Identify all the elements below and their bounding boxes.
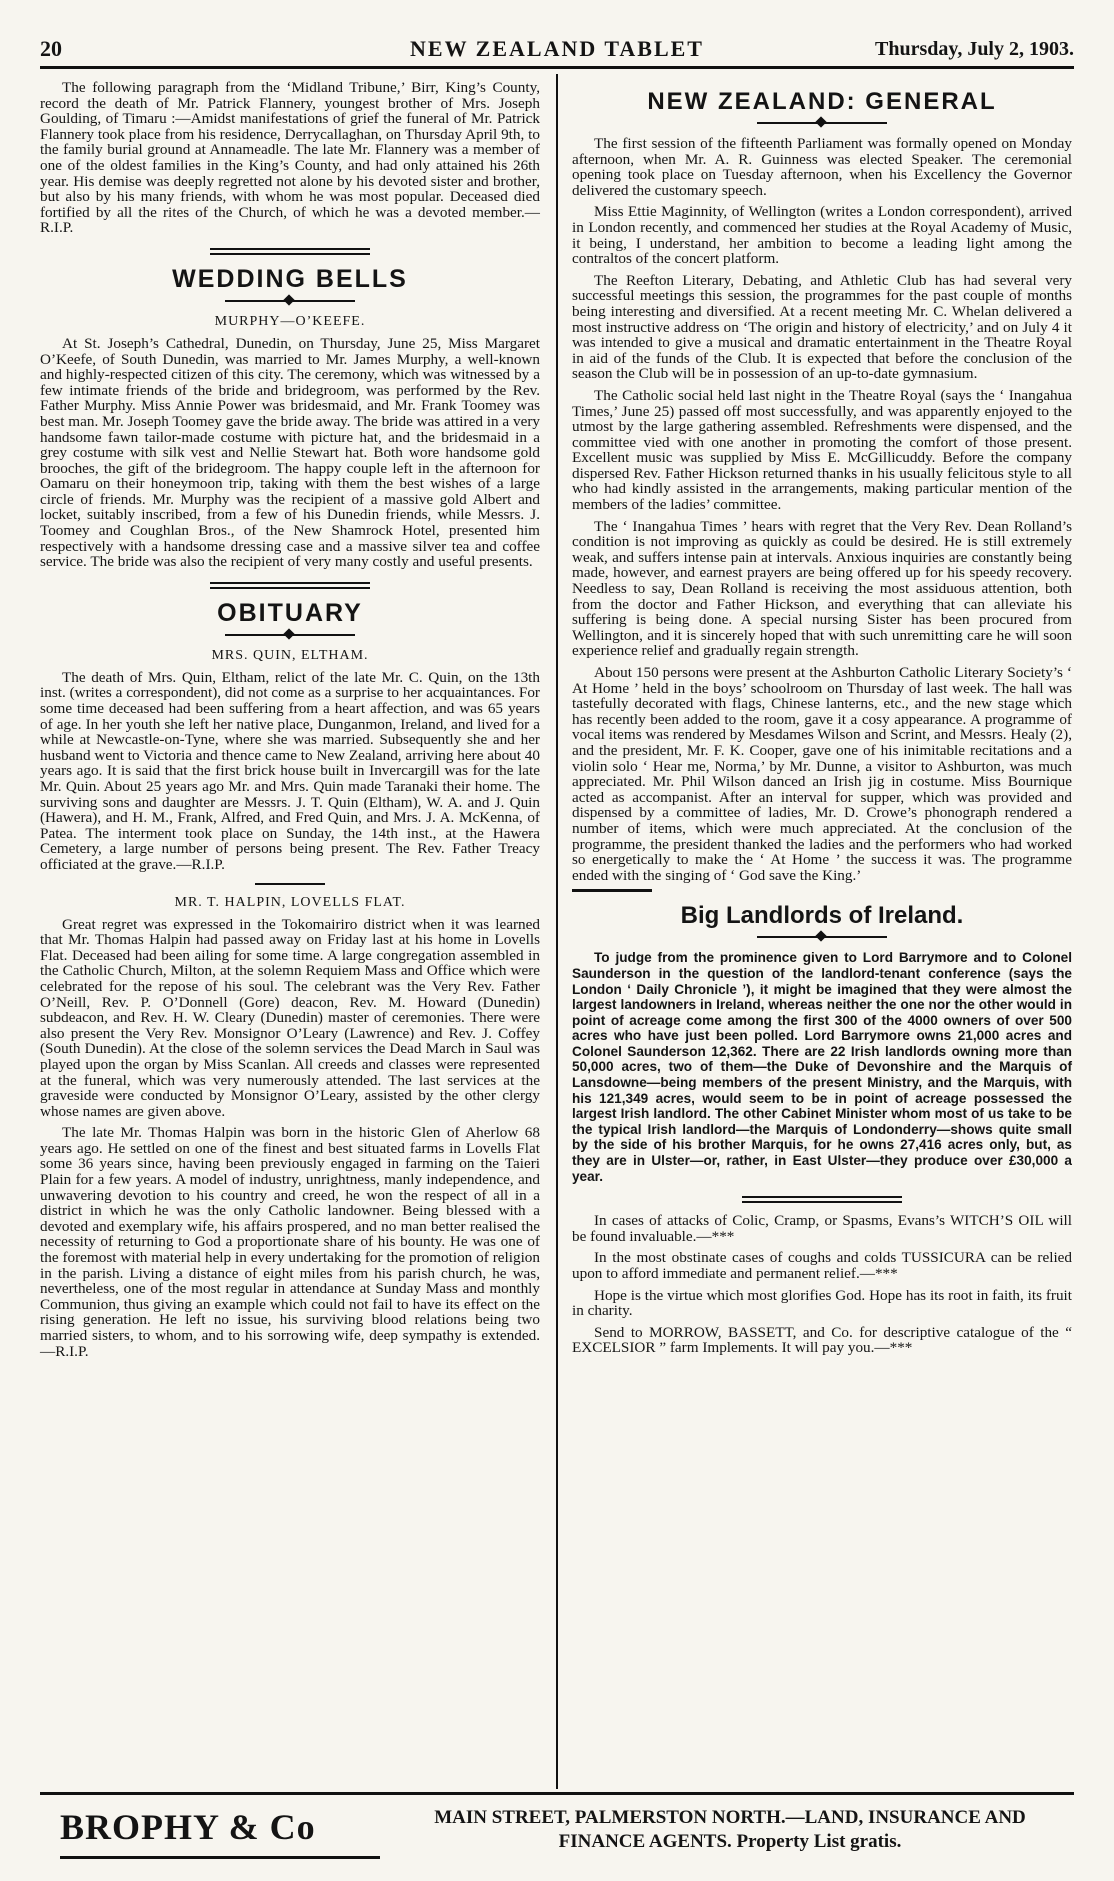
section-divider xyxy=(210,582,370,589)
general-heading: NEW ZEALAND: GENERAL xyxy=(647,88,997,115)
notice-item: In the most obstinate cases of coughs and colds TUSSICURA can be relied upon to afford immediate and permanent relief.—*** xyxy=(572,1249,1072,1282)
section-end-rule xyxy=(572,889,652,892)
general-paragraph: The first session of the fifteenth Parliament was formally opened on Monday afternoon, when Mr. A. R. Guinness was elected Speaker. The ceremonial opening took place on Tuesday afternoon, when his Excellency the Governor delivered the customary speech. xyxy=(572,135,1072,199)
footer-advertisement xyxy=(40,1800,1074,1864)
quin-article: The death of Mrs. Quin, Eltham, relict of the late Mr. C. Quin, on the 13th inst. (writes a correspondent), did not come as a surprise to her acquaintances. For some time deceased had been suffering from a heart affection, and was 65 years of age. In her youth she left her native place, Dunganmon, Ireland, and lived for a while at Newcastle-on-Tyne, where she was married. Subsequently she and her husband went to Victoria and thence came to New Zealand, arriving here about 40 years ago. It is said that the first brick house built in Invercargill was for the late Mr. Quin. About 25 years ago Mr. and Mrs. Quin made Taranaki their home. The surviving sons and daughter are Messrs. J. T. Quin (Eltham), W. A. and J. Quin (Hawera), and H. M., Frank, Alfred, and Fred Quin, and Mrs. J. A. McKenna, of Patea. The interment took place on Sunday, the 14th inst., at the Hawera Cemetery, a large number of persons being present. The Rev. Father Treacy officiated at the grave.—R.I.P. xyxy=(40,668,540,873)
halpin-subheading: MR. T. HALPIN, LOVELLS FLAT. xyxy=(174,894,406,910)
notice-item: In cases of attacks of Colic, Cramp, or Spasms, Evans’s WITCH’S OIL will be found invaluable.—*** xyxy=(572,1212,1072,1245)
wedding-article: At St. Joseph’s Cathedral, Dunedin, on Thursday, June 25, Miss Margaret O’Keefe, of South Dunedin, was married to Mr. James Murphy, a well-known and highly-respected citizen of this city. The ceremony, which was witnessed by a few intimate friends of the bride and bridegroom, was performed by the Rev. Father Murphy. Miss Annie Power was bridesmaid, and Mr. Frank Toomey was best man. Mr. Joseph Toomey gave the bride away. The bride was attired in a very handsome fawn tailor-made costume with picture hat, and the bridesmaid in a grey costume with silk vest and Nellie Stewart hat. Both wore handsome gold brooches, the gift of the bridegroom. The happy couple left in the afternoon for Oamaru on their honeymoon trip, taking with them the best wishes of a large circle of friends. Mr. Murphy was the recipient of a massive gold Albert and locket, suitably inscribed, from a few of his Dunedin friends, while Messrs. J. Toomey and Coughlan Bros., of the New Shamrock Hotel, presented him respectively with a handsome dressing case and a massive silver tea and coffee service. The bride was also the recipient of very many costly and useful presents. xyxy=(40,334,540,571)
general-paragraph: The Reefton Literary, Debating, and Athletic Club has had several very successful meetings this session, the programmes for the past couple of months being interesting and diversified. At a recent meeting Mr. C. Whelan delivered a most instructive address on ‘The origin and history of electricity,’ and on July 4 it was intended to give a musical and dramatic entertainment in the Theatre Royal in aid of the funds of the Club. It is expected that before the conclusion of the season the Club will be in possession of an up-to-date gymnasium. xyxy=(572,271,1072,383)
general-paragraph: The ‘ Inangahua Times ’ hears with regret that the Very Rev. Dean Rolland’s condition is not improving as quickly as could be desired. He is still extremely weak, and suffers intense pain at intervals. Anxious inquiries are constantly being made, however, and earnest prayers are being offered up for his speedy recovery. Needless to say, Dean Rolland is receiving the most assiduous attention, both from the doctor and Father Hickson, and everything that can alleviate his suffering is being done. A special nursing Sister has been procured from Wellington, and it is sincerely hoped that with such unremitting care he will soon experience relief and gradually regain strength. xyxy=(572,517,1072,660)
notice-item: Hope is the virtue which most glorifies God. Hope has its root in faith, its fruit in charity. xyxy=(572,1286,1072,1320)
advert-line-2: FINANCE AGENTS. Property List gratis. xyxy=(558,1831,902,1852)
halpin-paragraph-1: Great regret was expressed in the Tokomairiro district when it was learned that Mr. Thomas Halpin had passed away on Friday last at his home in Lovells Flat. Deceased had been ailing for some time. A large congregation assembled in the Catholic Church, Milton, at the solemn Requiem Mass and Office which were celebrated for the repose of his soul. The celebrant was the Very Rev. Father O’Neill, Rev. P. O’Donnell (Gore) deacon, Rev. M. Howard (Dunedin) subdeacon, and Rev. H. W. Cleary (Dunedin) master of ceremonies. There were also present the Very Rev. Monsignor O’Leary (Lawrence) and Rev. J. Coffey (South Dunedin). At the close of the solemn services the Dead March in Saul was played upon the organ by Miss Scanlan. All creeds and classes were represented at the funeral, which was very numerously attended. The last services at the graveside were conducted by Monsignor O’Leary, assisted by the other clergy whose names are given above. xyxy=(40,915,540,1120)
section-divider xyxy=(742,1196,902,1203)
page-number: 20 xyxy=(40,36,62,61)
quin-subheading: MRS. QUIN, ELTHAM. xyxy=(211,647,369,663)
masthead xyxy=(40,32,1074,62)
article-separator xyxy=(255,883,325,885)
landlords-heading: Big Landlords of Ireland. xyxy=(680,902,964,930)
general-paragraph: The Catholic social held last night in the Theatre Royal (says the ‘ Inangahua Times,’ June 25) passed off most successfully, and was apparently enjoyed to the utmost by the large gathering assembled. Refreshments were dispensed, and the committee vied with one another in promoting the comfort of those present. Excellent music was supplied by Miss E. McGillicuddy. Before the company dispersed Rev. Father Hickson returned thanks in his usually felicitous style to all who had kindly assisted in the arrangements, making particular mention of the members of the ladies’ committee. xyxy=(572,386,1072,514)
general-paragraph: Miss Ettie Maginnity, of Wellington (writes a London correspondent), arrived in London recently, and commenced her studies at the Royal Academy of Music, it being, I understand, her ambition to become a leading light among the contraltos of the concert platform. xyxy=(572,203,1072,268)
landlords-article: To judge from the prominence given to Lord Barrymore and to Colonel Saunderson in the question of the landlord-tenant conference (says the London ‘ Daily Chronicle ’), it might be imagined that they were almost the largest landowners in Ireland, whereas neither the one nor the other would in point of acreage come among the first 300 of the 4000 owners of over 500 acres who have just been polled. Lord Barrymore owns 21,000 acres and Colonel Saunderson 12,362. There are 22 Irish landlords owning more than 50,000 acres, two of them—the Duke of Devonshire and the Marquis of Lansdowne—being members of the present Ministry, and the Marquis, with his 121,349 acres, would seem to be in point of acreage possessed the largest Irish landlord. The other Cabinet Minister whom most of us take to be the typical Irish landlord—the Marquis of Londonderry—shows quite small by the side of his brother Marquis, for he owns 27,416 acres only, but, as they are in Ulster—or, rather, in East Ulster—they produce over £30,000 a year. xyxy=(572,950,1072,1184)
ornament-rule xyxy=(225,630,355,640)
advertiser-details xyxy=(410,1806,1050,1854)
masthead-rule xyxy=(40,66,1074,69)
notice-item: Send to MORROW, BASSETT, and Co. for descriptive catalogue of the “ EXCELSIOR ” farm Implements. It will pay you.—*** xyxy=(572,1323,1072,1357)
halpin-paragraph-2: The late Mr. Thomas Halpin was born in the historic Glen of Aherlow 68 years ago. He settled on one of the finest and best situated farms in Lovells Flat some 36 years since, having been previously engaged in farming on the Taieri Plain for a few years. A model of industry, unrightness, manly independence, and unwavering devotion to his country and creed, he won the respect of all in a district in which he was the only Catholic landowner. Being blessed with a devoted and exemplary wife, his affairs prospered, and no man better realised the necessity of returning to God a proportionate share of his bounty. He was one of the foremost with material help in every undertaking for the promotion of religion in the parish. Living a distance of eight miles from his parish church, he was, nevertheless, one of the most regular in attendance at Sunday Mass and monthly Communion, thus giving an example which could not fail to have its effect on the rising generation. He left no issue, his surviving blood relations being two married sisters, to whom, and to his sorrowing wife, deep sympathy is extended.—R.I.P. xyxy=(40,1124,540,1360)
ornament-rule xyxy=(757,118,887,128)
publication-title: NEW ZEALAND TABLET xyxy=(410,36,704,61)
issue-date: Thursday, July 2, 1903. xyxy=(875,38,1074,60)
section-divider xyxy=(210,248,370,255)
general-paragraph: About 150 persons were present at the Ashburton Catholic Literary Society’s ‘ At Home ’ held in the boys’ schoolroom on Thursday of last week. The hall was tastefully decorated with flags, Chinese lanterns, etc., and the new stage which has recently been added to the room, gave it a cosy appearance. A programme of vocal items was rendered by Mesdames Wilson and Scrint, and Messrs. Healy (2), and the president, Mr. F. K. Cooper, gave one of his inimitable recitations and a violin solo ‘ Hear me, Norma,’ by Mr. Dunne, a visitor to Ashburton, was much appreciated. Mr. Phil Wilson danced an Irish jig in costume. Miss Bournique acted as accompanist. After an interval for supper, which was provided and dispensed by a committee of ladies, Mr. D. Crowe’s phonograph rendered a number of items, which were much appreciated. At the conclusion of the programme, the president thanked the ladies and the performers who had worked so energetically to make the ‘ At Home ’ the success it was. The programme ended with the singing of ‘ God save the King.’ xyxy=(572,664,1072,884)
flannery-paragraph: The following paragraph from the ‘Midland Tribune,’ Birr, King’s County, record the death of Mr. Patrick Flannery, youngest brother of Mrs. Joseph Goulding, of Timaru :—Amidst manifestations of grief the funeral of Mr. Patrick Flannery took place from his residence, Derrycallaghan, on Thursday April 9th, to the family burial ground at Annameadle. The late Mr. Flannery was a member of one of the oldest families in the King’s County, and had only attained his 26th year. His demise was deeply regretted not alone by his devoted sister and brother, but also by his many friends, with whom he was most popular. Deceased died fortified by all the rites of the Church, of which he was a devoted member.—R.I.P. xyxy=(40,79,540,237)
wedding-subheading: MURPHY—O’KEEFE. xyxy=(214,313,366,329)
advertiser-name: BROPHY & Co xyxy=(60,1807,316,1847)
obituary-heading: OBITUARY xyxy=(217,598,363,627)
footer-rule xyxy=(40,1792,1074,1795)
right-column xyxy=(572,80,1072,1362)
ornament-rule xyxy=(225,296,355,306)
column-divider xyxy=(556,74,558,1789)
brand-underline xyxy=(60,1856,380,1859)
advert-line-1: MAIN STREET, PALMERSTON NORTH.—LAND, INSURANCE AND xyxy=(434,1807,1026,1828)
wedding-bells-heading: WEDDING BELLS xyxy=(172,264,408,293)
ornament-rule xyxy=(757,932,887,942)
left-column xyxy=(40,80,540,1365)
